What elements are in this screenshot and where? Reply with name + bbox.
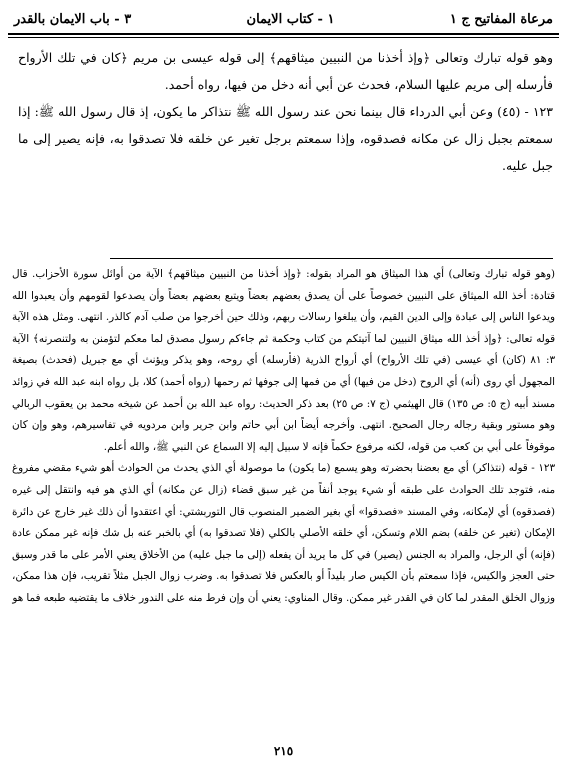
header-volume: مرعاة المفاتيح ج ١ <box>449 11 553 27</box>
section-divider <box>110 258 553 259</box>
header-chapter: ٣ - باب الايمان بالقدر <box>14 11 132 27</box>
header-book: ١ - كتاب الايمان <box>246 11 335 27</box>
commentary-text <box>12 264 555 610</box>
commentary-paragraph: ١٢٣ - قوله (نتذاكر) أي مع بعضنا بحضرته وهو يسمع (ما يكون) ما موصولة أي الذي يحدث من الحوادث أهو شيء مقضي مفروغ منه، فتوجد تلك الحوادث على طبقه أو شيء يوجد أنفاً من غير سبق قضاء (زال عن مكانه) أي الذي هو فيه وانتقل إلى غيره (فصدقوه) أي لإمكانه، وفي المسند «فصدقوا» أي بغير الضمير المنصوب قال التوربشتي: أي اعتقدوا أن ذلك غير خارج عن دائرة الإمكان (تغير عن خلقه) بضم اللام وتسكن، أي خلقه الأصلي بالكلي (فلا تصدقوا به) أي بالخبر عنه بل شك فإنه غير ممكن عادة (فإنه) أي الرجل، والمراد به الجنس (يصير) في كل ما يريد أن يفعله (إلى ما جبل عليه) من الأخلاق يعني الأمر على ما قدر وسبق حتى العجز والكيس، فإذا سمعتم بأن الكيس صار بليداً أو بالعكس فلا تصدقوا به. وضرب زوال الجبل مثلاً تقريب، فإن هذا ممكن، وزوال الخلق المقدر لما كان في القدر غير ممكن. وقال المناوي: يعني أن وإن فرط منه على الندور خلاف ما يقتضيه طبعه فما هو <box>12 462 555 604</box>
hadith-text <box>18 44 553 179</box>
page-number: ٢١٥ <box>273 744 294 758</box>
main-paragraph: وهو قوله تبارك وتعالى ﴿وإذ أخذنا من النبيين ميثاقهم﴾ إلى قوله عيسى بن مريم ﴿كان في تلك الأرواح فأرسله إلى مريم عليها السلام، فحدث عن أبي أنه دخل من فيها، رواه أحمد. <box>18 50 553 92</box>
main-paragraph: ١٢٣ - (٤٥) وعن أبي الدرداء قال بينما نحن عند رسول الله ﷺ نتذاكر ما يكون، إذ قال رسول الله ﷺ: إذا سمعتم بجبل زال عن مكانه فصدقوه، وإذا سمعتم برجل تغير عن خلقه فلا تصدقوا به، فإنه يصير إلى ما جبل عليه. <box>18 104 553 173</box>
page-header <box>14 6 553 32</box>
commentary-paragraph: (وهو قوله تبارك وتعالى) أي هذا الميثاق هو المراد بقوله: ﴿وإذ أخذنا من النبيين ميثاقهم﴾ الآية من أوائل سورة الأحزاب. قال قتادة: أخذ الله الميثاق على النبيين خصوصاً على أن يصدق بعضهم بعضاً ويتبع بعضهم بعضاً وأن يصدعوا لقومهم وأن يعبدوا الله ويدعوا الناس إلى عبادة وإلى الدين القيم، وأن يبلغوا رسالات ربهم، وذلك حين أخرجوا من صلب آدم كالذر. انتهى. ومثل هذه الآية قوله تعالى: ﴿وإذ أخذ الله ميثاق النبيين لما آتيتكم من كتاب وحكمة ثم جاءكم رسول مصدق لما معكم لتؤمنن به ولتنصرنه﴾ الآية ٣: ٨١ (كان) أي عيسى (في تلك الأرواح) أي أرواح الذرية (فأرسله) أي روحه، وهو يذكر ويؤنث أي مع جبريل (فحدث) بصيغة المجهول أي روى (أنه) أي الروح (دخل من فيها) أي من فمها إلى جوفها ثم رحمها (رواه أحمد) كلا، بل رواه ابنه عبد الله في زوائد مسند أبيه (ج ٥: ص ١٣٥) قال الهيثمي (ج ٧: ص ٢٥) بعد ذكر الحديث: رواه عبد الله بن أحمد عن شيخه محمد بن يعقوب الربالي وهو مستور وبقية رجاله رجال الصحيح. انتهى. وأخرجه أيضاً ابن أبي حاتم وابن جرير وابن مردويه في تفاسيرهم، وهو وإن كان موقوفاً على أبي بن كعب من قوله، لكنه مرفوع حكماً فإنه لا سبيل إليه إلا السماع عن النبي ﷺ، والله أعلم. <box>12 268 555 453</box>
header-divider <box>8 33 559 38</box>
